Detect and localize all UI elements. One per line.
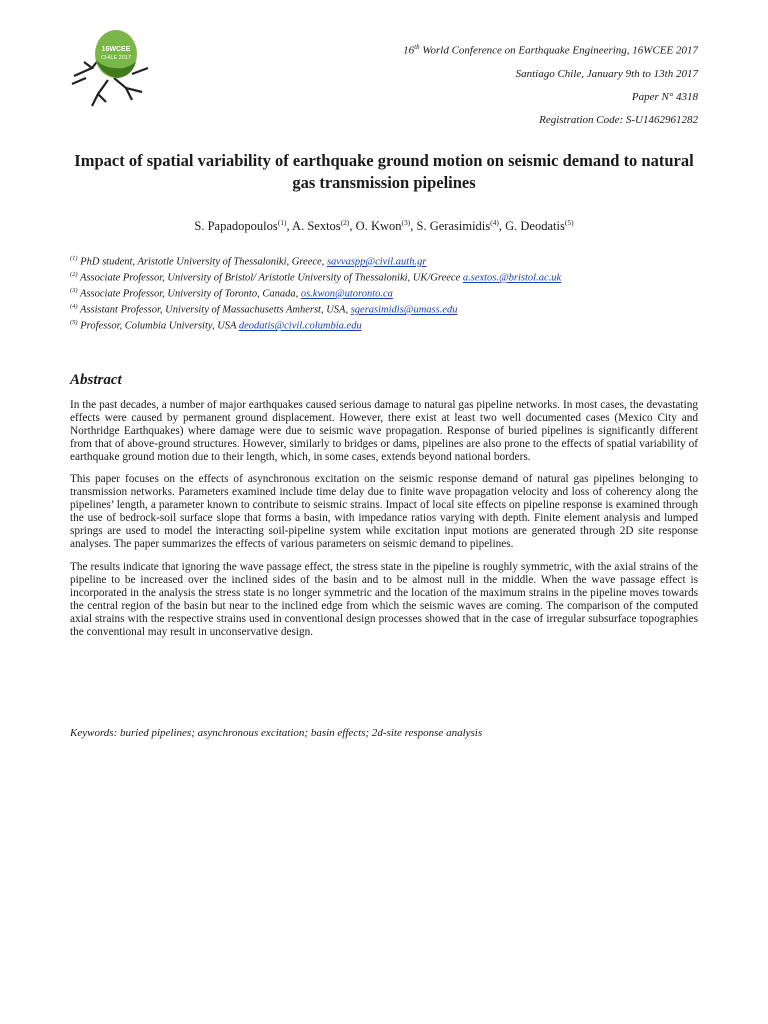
affiliation-email-link[interactable]: os.kwon@utoronto.ca bbox=[300, 288, 393, 300]
affiliation-email-link[interactable]: deodatis@civil.columbia.edu bbox=[238, 320, 362, 332]
paper-title: Impact of spatial variability of earthquake ground motion on seismic demand to natural gas transmission pipelines bbox=[74, 151, 694, 192]
author-name: A. Sextos bbox=[292, 219, 341, 234]
affiliation-marker: (5) bbox=[70, 319, 78, 327]
author-affiliation-marker: (1) bbox=[277, 218, 287, 227]
author-affiliation-marker: (5) bbox=[564, 218, 574, 227]
logo-text-bottom: CHILE 2017 bbox=[101, 55, 131, 61]
author-name: S. Papadopoulos bbox=[194, 219, 278, 234]
abstract-paragraph: This paper focuses on the effects of asynchronous excitation on the seismic response demand of natural gas pipelines belonging to transmission networks. Parameters examined include time delay due to finite wave propagation velocity and loss of coherency along the pipelines’ length, a parameter known to contribute to seismic strains. Impact of local site effects on pipeline response is examined through the use of bedrock-soil surface slope that forms a basin, with impedance ratios varying with depth. Finite element analysis and lumped springs are used to model the interacting soil-pipeline system while excitation input motions are generated through 2D site response analyses. The paper summarizes the effects of various parameters on seismic demand to pipelines. bbox=[70, 473, 698, 551]
header-paper-number: Paper N° 4318 bbox=[631, 90, 698, 103]
conference-header bbox=[403, 36, 698, 132]
affiliation-email-link[interactable]: a.sextos.@bristol.ac.uk bbox=[462, 272, 562, 284]
header-conference: 16th World Conference on Earthquake Engineering, 16WCEE 2017 bbox=[403, 43, 698, 57]
conference-logo bbox=[62, 18, 156, 108]
affiliation-text: Professor, Columbia University, USA bbox=[77, 320, 239, 332]
affiliation-item bbox=[70, 285, 561, 301]
affiliation-list bbox=[70, 253, 561, 333]
affiliation-email-link[interactable]: savvaspp@civil.auth.gr bbox=[326, 256, 427, 268]
author-affiliation-marker: (4) bbox=[490, 218, 499, 227]
abstract-body bbox=[70, 399, 698, 648]
affiliation-text: Assistant Professor, University of Massachusetts Amherst, USA, bbox=[77, 304, 351, 316]
abstract-paragraph: In the past decades, a number of major earthquakes caused serious damage to natural gas pipeline networks. In most cases, the devastating effects were caused by permanent ground displacement. However, there exist at least two well documented cases (Mexico City and Northridge Earthquakes) where damage were due to seismic wave propagation. Response of buried pipelines is significantly different from that of above-ground structures. However, similarly to bridges or dams, pipelines are also prone to the effects of spatial variability of earthquake ground motion due to their length, which, in some cases, extends beyond national borders. bbox=[70, 399, 698, 464]
logo-text-top: 16WCEE bbox=[101, 46, 131, 53]
affiliation-marker: (2) bbox=[70, 271, 78, 279]
author-name: S. Gerasimidis bbox=[416, 219, 491, 234]
abstract-paragraph: The results indicate that ignoring the wave passage effect, the stress state in the pipeline is roughly symmetric, with the axial strains of the pipeline to be increased over the inclined sides of the basin and to be almost null in the middle. When the wave passage effect is incorporated in the analysis the stress state is no longer symmetric and the location of the maximum strains in the pipeline moves towards the central region of the basin but near to the inclined edge from which the seismic waves are coming. The comparison of the computed axial strains with the respective strains used in conventional design processes showed that in the case of irregular subsurface topographies the conventional may result in unconservative design. bbox=[70, 560, 698, 638]
author-name: O. Kwon bbox=[355, 219, 402, 234]
affiliation-marker: (3) bbox=[70, 287, 78, 295]
affiliation-item bbox=[70, 317, 561, 333]
affiliation-item bbox=[70, 301, 561, 317]
affiliation-text: Associate Professor, University of Toronto, Canada, bbox=[77, 288, 301, 300]
header-location: Santiago Chile, January 9th to 13th 2017 bbox=[515, 67, 698, 80]
affiliation-item bbox=[70, 269, 561, 285]
affiliation-text: Associate Professor, University of Bristol/ Aristotle University of Thessaloniki, UK/Greece bbox=[77, 272, 463, 284]
affiliation-email-link[interactable]: sgerasimidis@umass.edu bbox=[350, 304, 458, 316]
author-list: S. Papadopoulos$^{(1)}$, A. Sextos$^{(2)}$, O. Kwon$^{(3)}$, S. Gerasimidis$^{(4)}$, G. Deodatis$^{(5)}$ bbox=[194, 218, 574, 234]
author-name: G. Deodatis bbox=[505, 219, 565, 234]
abstract-heading: Abstract bbox=[70, 372, 122, 388]
author-affiliation-marker: (2) bbox=[340, 218, 350, 227]
affiliation-marker: (1) bbox=[70, 255, 78, 262]
header-registration-code: Registration Code: S-U1462961282 bbox=[539, 113, 698, 126]
affiliation-text: PhD student, Aristotle University of Thessaloniki, Greece, bbox=[77, 256, 327, 268]
author-affiliation-marker: (3) bbox=[401, 218, 411, 227]
affiliation-marker: (4) bbox=[70, 303, 78, 311]
keywords: Keywords: buried pipelines; asynchronous excitation; basin effects; 2d-site response analysis bbox=[70, 727, 483, 739]
affiliation-item bbox=[70, 253, 561, 269]
